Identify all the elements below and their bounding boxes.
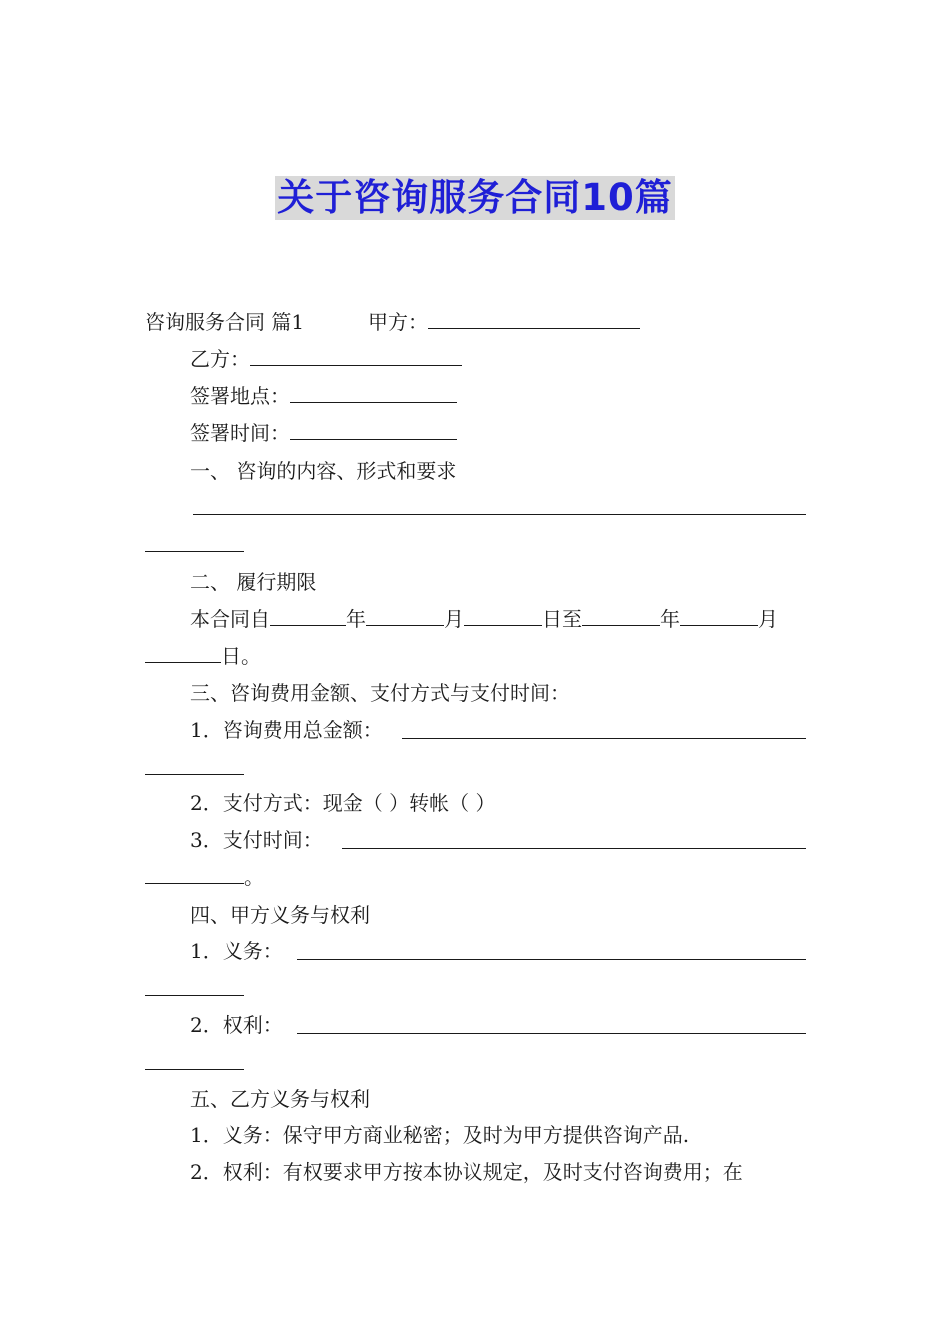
sign-time-blank	[290, 421, 457, 440]
party-b-duty-text: 1．义务：保守甲方商业秘密；及时为甲方提供咨询产品.	[190, 1123, 690, 1147]
term-line-cont	[145, 643, 261, 669]
party-a-right-line	[190, 1012, 283, 1038]
party-b-duty-line	[190, 1122, 689, 1148]
section-5-heading	[190, 1086, 370, 1112]
document-title	[0, 176, 950, 220]
term-day-to-label: 日至	[542, 607, 582, 631]
payment-time-line-cont	[145, 864, 264, 890]
party-a-right-label: 2．权利：	[190, 1013, 283, 1037]
term-end-month-label: 月	[758, 607, 778, 631]
party-a-right-rule-cont	[145, 1069, 244, 1070]
term-year-label: 年	[346, 607, 366, 631]
term-from-label: 本合同自	[190, 607, 270, 631]
party-a-line	[368, 309, 640, 335]
fee-total-line	[190, 717, 383, 743]
section-3-heading	[190, 680, 570, 706]
sign-place-blank	[290, 384, 457, 403]
term-end-year-blank	[582, 607, 660, 626]
party-a-blank	[428, 310, 640, 329]
party-b-line	[190, 346, 462, 372]
party-a-duty-rule-cont	[145, 995, 244, 996]
party-a-label: 甲方：	[368, 310, 428, 334]
term-start-day-blank	[464, 607, 542, 626]
term-end-month-blank	[680, 607, 758, 626]
section-1-rule-cont	[145, 551, 244, 552]
contract-heading-line	[145, 309, 304, 335]
section-5-text: 五、乙方义务与权利	[190, 1087, 370, 1111]
term-end-year-label: 年	[660, 607, 680, 631]
section-1-text: 一、 咨询的内容、形式和要求	[190, 459, 457, 483]
party-b-blank	[250, 347, 462, 366]
payment-time-period: 。	[244, 865, 264, 889]
section-1-heading	[190, 458, 456, 484]
payment-time-label: 3．支付时间：	[190, 828, 323, 852]
party-a-right-rule	[297, 1033, 806, 1034]
party-b-right-text: 2．权利：有权要求甲方按本协议规定，及时支付咨询费用；在	[190, 1160, 743, 1184]
contract-heading: 咨询服务合同 篇1	[145, 310, 305, 334]
section-4-heading	[190, 902, 370, 928]
payment-time-line	[190, 827, 323, 853]
section-2-heading	[190, 569, 316, 595]
fee-total-rule	[402, 738, 806, 739]
section-1-rule	[193, 514, 806, 515]
term-end-day-blank	[145, 644, 221, 663]
payment-method-text: 2．支付方式：现金（ ）转帐（ ）	[190, 791, 496, 815]
fee-total-rule-cont	[145, 774, 244, 775]
section-3-text: 三、咨询费用金额、支付方式与支付时间：	[190, 681, 570, 705]
party-b-right-line	[190, 1159, 743, 1185]
party-a-duty-label: 1．义务：	[190, 939, 283, 963]
section-4-text: 四、甲方义务与权利	[190, 903, 370, 927]
term-line	[190, 606, 778, 632]
sign-time-line	[190, 420, 457, 446]
term-month-label: 月	[444, 607, 464, 631]
party-b-label: 乙方：	[190, 347, 250, 371]
party-a-duty-rule	[297, 959, 806, 960]
term-start-year-blank	[270, 607, 346, 626]
fee-total-label: 1．咨询费用总金额：	[190, 718, 383, 742]
term-day-end-label: 日。	[221, 644, 261, 668]
payment-time-rule	[342, 848, 806, 849]
section-2-text: 二、 履行期限	[190, 570, 317, 594]
payment-method-line	[190, 790, 495, 816]
sign-place-label: 签署地点：	[190, 384, 290, 408]
sign-time-label: 签署时间：	[190, 421, 290, 445]
sign-place-line	[190, 383, 457, 409]
document-title-text: 关于咨询服务合同10篇	[277, 176, 673, 219]
payment-time-blank-cont	[145, 865, 244, 884]
term-start-month-blank	[366, 607, 444, 626]
party-a-duty-line	[190, 938, 283, 964]
